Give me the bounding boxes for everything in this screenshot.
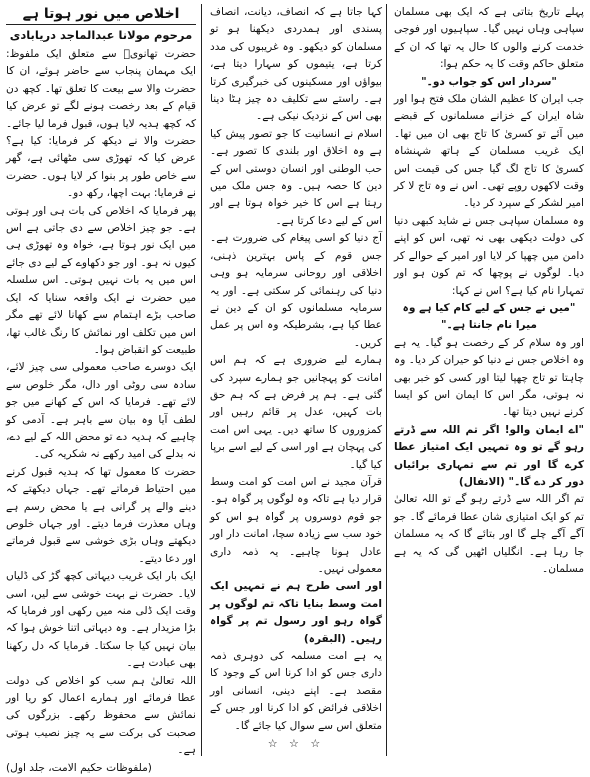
paragraph: پھر فرمایا کہ اخلاص کی بات ہی اور ہوتی ہے۔ جو چیز اخلاص سے دی جاتی ہے اس میں ایک نور ہوتا ہے، خواہ وہ تھوڑی ہی کیوں نہ ہو۔ اور جو دکھاوے کے لیے دی جائے اس میں یہ بات نہیں ہوتی۔ اس سلسلہ میں حضرت نے ایک واقعہ سنایا کہ ایک صاحب بڑے اہتمام سے کھانا لائے تھے مگر اس میں تکلف اور نمائش کا رنگ غالب تھا، طبیعت کو انقباض ہوا۔: [6, 204, 196, 356]
paragraph: تم اگر اللہ سے ڈرتے رہو گے تو اللہ تعالیٰ تم کو ایک امتیازی شان عطا فرمائے گا۔ جو آگے آگے چلے گا اور بتائے گا کہ یہ مسلمان جا رہا ہے۔ انگلیاں اٹھیں گی کہ یہ ہے مسلمان۔: [394, 493, 584, 575]
paragraph: پہلے تاریخ بتاتی ہے کہ ایک بھی مسلمان سپاہی وہاں نہیں گیا۔ سپاہیوں اور فوجی خدمت کرنے والوں کا حال یہ تھا کہ ان کے متعلق حاکم وقت کا یہ حکم ہوا:: [394, 6, 584, 71]
quote: "سردار اس کو جواب دو۔": [421, 75, 557, 88]
source-reference: (ملفوظات حکیم الامت، جلد اول): [6, 761, 152, 774]
paragraph: حضرت تھانویؒ سے متعلق ایک ملفوظ: ایک مہمان پنجاب سے حاضر ہوئے، ان کا حضرت والا سے بیعت کا تعلق تھا۔ کچھ دن قیام کے بعد رخصت ہونے لگے تو عرض کیا کہ کچھ ہدیہ لایا ہوں، قبول فرما لیا جائے۔ حضرت والا نے دیکھ کر فرمایا: کیا ہے؟ عرض کیا کہ تھوڑی سی مٹھائی ہے، گھر سے خاص طور پر بنوا کر لایا ہوں۔ حضرت نے فرمایا: بہت اچھا، رکھ دو۔: [6, 48, 196, 200]
stars-separator: ☆ ☆ ☆: [267, 737, 325, 751]
column-right: [390, 4, 588, 754]
paragraph: یہ ہے امت مسلمہ کی دوہری ذمہ داری جس کو ادا کرنا اس کے وجود کا مقصد ہے۔ اپنے دینی، انسانی اور اخلاقی فرائض کو ادا کرنا اور جس کے متعلق اس سے سوال کیا جائے گا۔: [210, 650, 382, 732]
paragraph: کہا جاتا ہے کہ انصاف، دیانت، انصاف پسندی اور ہمدردی دیکھنا ہو تو مسلمان کو دیکھو۔ وہ غریبوں کی مدد کرتا ہے، یتیموں کو سہارا دیتا ہے، بیواؤں اور مسکینوں کی خبرگیری کرتا ہے۔ راستے سے تکلیف دہ چیز ہٹا دینا بھی اس کے نزدیک نیکی ہے۔: [210, 6, 382, 123]
paragraph: اور وہ سلام کر کے رخصت ہو گیا۔ یہ ہے وہ اخلاص جس نے دنیا کو حیران کر دیا۔ وہ چاہتا تو تاج چھپا لیتا اور کسی کو خبر بھی نہ ہوتی، مگر اس کا ایمان اس کو ایسا کرنے نہیں دیتا تھا۔: [394, 336, 584, 419]
quote: "میں نے جس کے لیے کام کیا ہے وہ میرا نام جانتا ہے۔": [402, 301, 576, 332]
paragraph: ایک بار ایک غریب دیہاتی کچھ گڑ کی ڈلیاں لایا۔ حضرت نے بہت خوشی سے لیں، اسی وقت ایک ڈلی منہ میں رکھی اور فرمایا کہ بڑا مزیدار ہے۔ وہ دیہاتی اتنا خوش ہوا کہ بیان نہیں کیا جا سکتا۔ فرمایا کہ دل رکھنا بھی عبادت ہے۔: [6, 570, 196, 670]
paragraph: جب ایران کا عظیم الشان ملک فتح ہوا اور شاہ ایران کے خزانے مسلمانوں کے قبضے میں آئے تو کسریٰ کا تاج بھی ان میں تھا۔ ایک غریب مسلمان کے ہاتھ شہنشاہ کسریٰ کا تاج لگ گیا جس کی قیمت اس وقت لاکھوں روپے تھی۔ اس نے وہ تاج لا کر امیر لشکر کے سپرد کر دیا۔: [394, 93, 584, 210]
quran-verse: "اے ایمان والو! اگر تم اللہ سے ڈرتے رہو گے تو وہ تمہیں ایک امتیاز عطا کرے گا اور تم سے تمہاری برائیاں دور کر دے گا۔" (الانفال): [394, 423, 584, 488]
paragraph: قرآن مجید نے اس امت کو امت وسط قرار دیا ہے تاکہ وہ لوگوں پر گواہ ہو۔ جو قوم دوسروں پر گواہ ہو اس کو خود سب سے زیادہ سچا، امانت دار اور عادل ہونا چاہیے۔ یہ ذمہ داری معمولی نہیں۔: [210, 475, 382, 575]
paragraph: اسلام نے انسانیت کا جو تصور پیش کیا ہے وہ اخلاق اور بلندی کا تصور ہے۔ حب الوطنی اور انسان دوستی اس کے دین کا حصہ ہیں۔ وہ جس ملک میں رہتا ہے اس کا خیر خواہ ہوتا ہے اور اس کے لیے دعا کرتا ہے۔: [210, 127, 382, 227]
article-author: مرحوم مولانا عبدالماجد دریابادی: [9, 28, 193, 42]
paragraph: آج دنیا کو اسی پیغام کی ضرورت ہے۔ جس قوم کے پاس بہترین ذہنی، اخلاقی اور روحانی سرمایہ ہو وہی دنیا کی رہنمائی کر سکتی ہے۔ اور یہ سرمایہ مسلمانوں کو ان کے دین نے عطا کیا ہے، بشرطیکہ وہ اس پر عمل کریں۔: [210, 232, 382, 349]
column-divider: [201, 4, 202, 756]
column-left: [2, 4, 200, 774]
paragraph: حضرت کا معمول تھا کہ ہدیہ قبول کرنے میں احتیاط فرماتے تھے۔ جہاں دیکھتے کہ دینے والے پر گرانی ہے یا محض رسم ہے وہاں معذرت فرما دیتے۔ اور جہاں خلوص دیکھتے وہاں بڑی خوشی سے قبول فرماتے اور دعا دیتے۔: [6, 465, 196, 565]
paragraph: ہمارے لیے ضروری ہے کہ ہم اس امانت کو پہچانیں جو ہمارے سپرد کی گئی ہے۔ ہم پر فرض ہے کہ ہم حق بات کہیں، عدل پر قائم رہیں اور کمزوروں کا ساتھ دیں۔ یہی اس امت کی پہچان ہے اور اسی کے لیے اسے برپا کیا گیا۔: [210, 354, 382, 471]
paragraph: اللہ تعالیٰ ہم سب کو اخلاص کی دولت عطا فرمائے اور ہمارے اعمال کو ریا اور نمائش سے محفوظ رکھے۔ بزرگوں کی صحبت کی برکت سے یہ چیز نصیب ہوتی ہے۔: [6, 674, 196, 757]
quran-verse: اور اسی طرح ہم نے تمہیں ایک امت وسط بنایا تاکہ تم لوگوں پر گواہ رہو اور رسول تم پر گواہ رہیں۔ (البقرہ): [210, 580, 382, 645]
paragraph: ایک دوسرے صاحب معمولی سی چیز لائے، سادہ سی روٹی اور دال، مگر خلوص سے لائے تھے۔ فرمایا کہ اس کے کھانے میں جو لطف آیا وہ بیان سے باہر ہے۔ آدمی کو چاہیے کہ ہدیہ دے تو محض اللہ کے لیے دے، نہ بدلے کی امید رکھے نہ شکریہ کی۔: [6, 361, 196, 461]
article-title: اخلاص میں نور ہوتا ہے: [6, 4, 196, 25]
column-middle: [206, 4, 386, 754]
paragraph: وہ مسلمان سپاہی جس نے شاید کبھی دنیا کی دولت دیکھی بھی نہ تھی، اس کو اپنے دامن میں چھپا کر لایا اور امیر کے حوالے کر دیا۔ لوگوں نے پوچھا کہ تم کون ہو اور تمہارا نام کیا ہے؟ اس نے کہا:: [394, 214, 584, 297]
column-divider: [386, 4, 387, 756]
